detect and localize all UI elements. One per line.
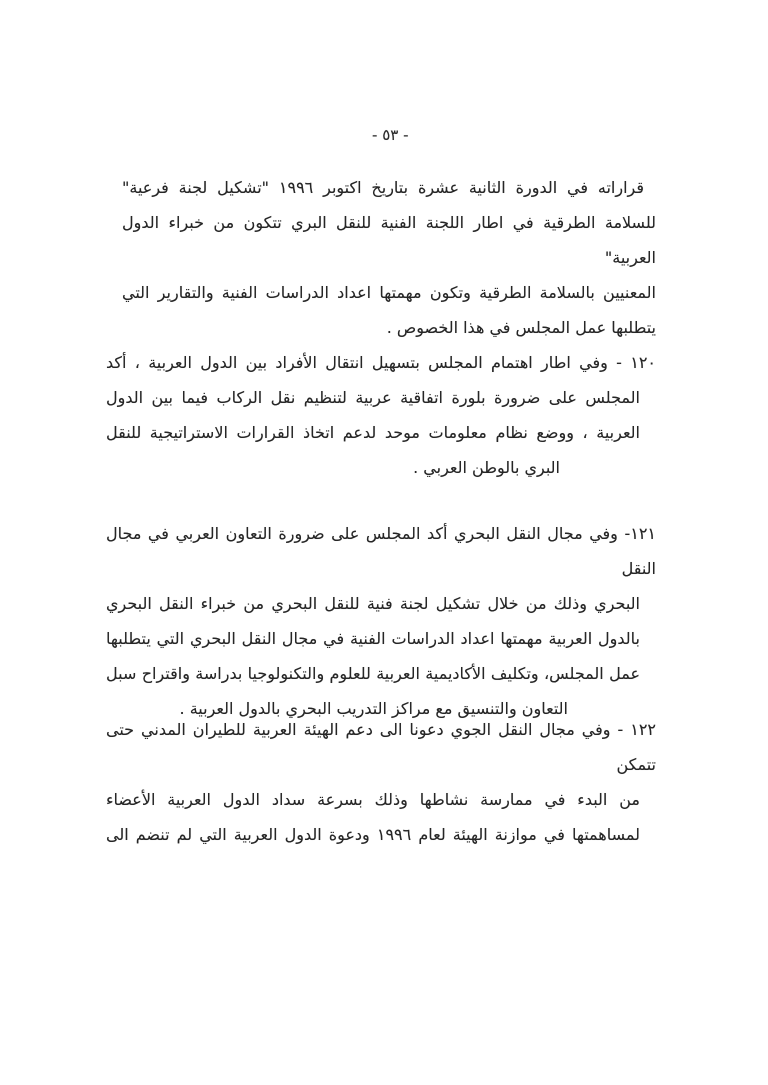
paragraph-121: [106, 516, 656, 726]
text-line: يتطلبها عمل المجلس في هذا الخصوص .: [386, 318, 656, 337]
text-line: البري بالوطن العربي .: [413, 458, 560, 477]
text-line: التعاون والتنسيق مع مراكز التدريب البحري بالدول العربية .: [179, 699, 568, 718]
page-number: - ٥٣ -: [372, 126, 409, 144]
text-line: عمل المجلس، وتكليف الأكاديمية العربية للعلوم والتكنولوجيا بدراسة واقتراح سبل: [106, 664, 640, 683]
paragraph-122: [106, 712, 656, 852]
text-line: المجلس على ضرورة بلورة اتفاقية عربية لتنظيم نقل الركاب فيما بين الدول: [106, 388, 640, 407]
text-line: قراراته في الدورة الثانية عشرة بتاريخ اكتوبر ١٩٩٦ "تشكيل لجنة فرعية": [122, 178, 644, 197]
text-line: المعنيين بالسلامة الطرقية وتكون مهمتها اعداد الدراسات الفنية والتقارير التي: [122, 283, 656, 302]
text-line: ١٢٢ - وفي مجال النقل الجوي دعونا الى دعم الهيئة العربية للطيران المدني حتى تتمكن: [106, 720, 656, 774]
paragraph-119-continuation: [122, 170, 656, 345]
text-line: العربية ، ووضع نظام معلومات موحد لدعم اتخاذ القرارات الاستراتيجية للنقل: [106, 423, 640, 442]
text-line: ١٢١- وفي مجال النقل البحري أكد المجلس على ضرورة التعاون العربي في مجال النقل: [106, 524, 656, 578]
text-line: من البدء في ممارسة نشاطها وذلك بسرعة سداد الدول العربية الأعضاء: [106, 790, 640, 809]
text-line: البحري وذلك من خلال تشكيل لجنة فنية للنقل البحري من خبراء النقل البحري: [106, 594, 640, 613]
text-line: للسلامة الطرقية في اطار اللجنة الفنية للنقل البري تتكون من خبراء الدول العربية": [122, 213, 656, 267]
text-line: ١٢٠ - وفي اطار اهتمام المجلس بتسهيل انتقال الأفراد بين الدول العربية ، أكد: [106, 353, 656, 372]
paragraph-120: [106, 345, 656, 485]
text-line: لمساهمتها في موازنة الهيئة لعام ١٩٩٦ ودعوة الدول العربية التي لم تنضم الى: [106, 825, 640, 844]
text-line: بالدول العربية مهمتها اعداد الدراسات الفنية في مجال النقل البحري التي يتطلبها: [106, 629, 640, 648]
